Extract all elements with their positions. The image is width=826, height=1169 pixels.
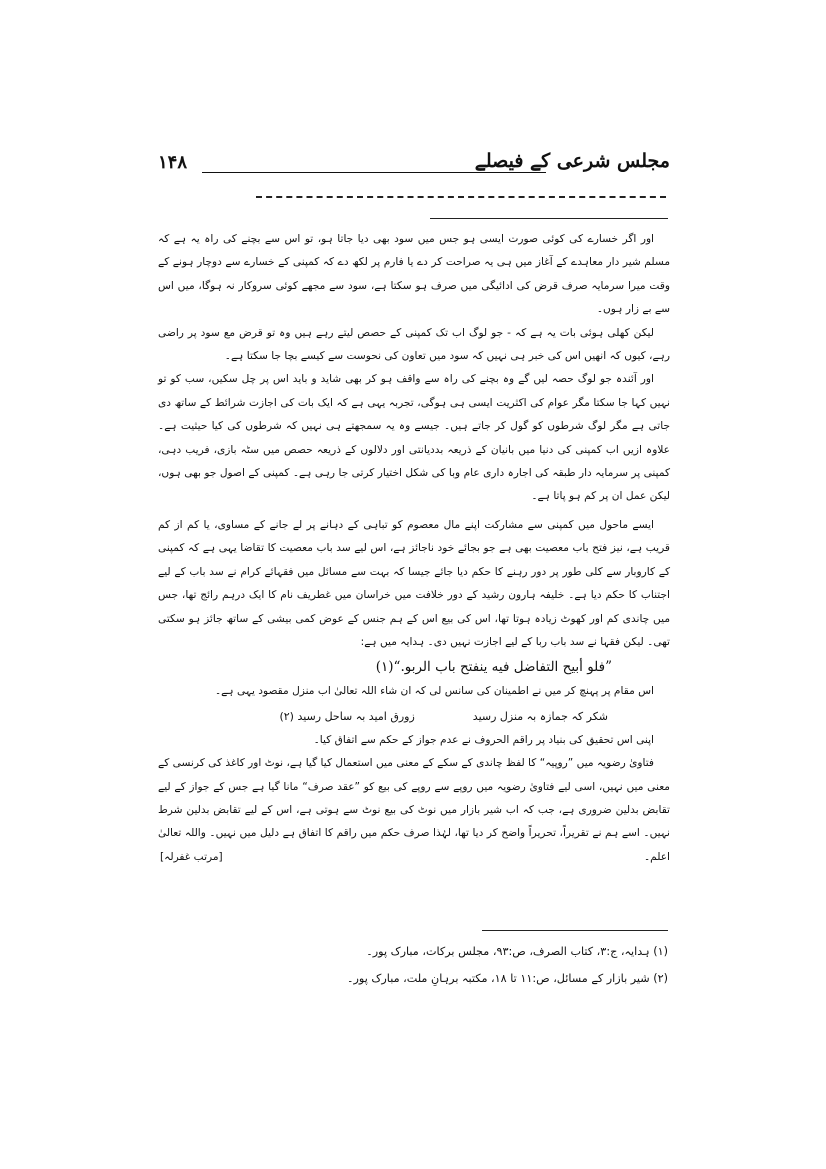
- persian-verse: [158, 704, 670, 729]
- paragraph-2: لیکن کھلی ہوئی بات یہ ہے کہ - جو لوگ اب تک کمپنی کے حصص لیتے رہے ہیں وہ تو قرض مع سود پر راضی رہے، کیوں کہ انھیں اس کی خبر ہی نہیں کہ سود میں تعاون کی نحوست سے کیسے بچا جا سکتا ہے۔: [158, 326, 670, 363]
- paragraph-6: اپنی اس تحقیق کی بنیاد پر راقم الحروف نے عدم جواز کے حکم سے اتفاق کیا۔: [313, 733, 654, 746]
- header-rule: [202, 172, 546, 173]
- footnote-1: (۱) ہدایہ، ج:۳، کتاب الصرف، ص:۹۳، مجلس برکات، مبارک پور۔: [366, 945, 668, 958]
- paragraph-3: اور آئندہ جو لوگ حصہ لیں گے وہ بچنے کی راہ سے واقف ہو کر بھی شاید و باید اس پر چل سکیں، سب کو تو نہیں کہا جا سکتا مگر عوام کی اکثریت ایسی ہی ہوگی، تجربہ یہی ہے کہ ایک بات کی اجازت شرائط کے ساتھ دی جاتی ہے مگر لوگ شرطوں کو گول کر جاتے ہیں۔ جیسے وہ یہ سمجھتے ہی نہیں کہ شرطوں کی کیا حیثیت ہے۔ علاوہ ازیں اب کمپنی کی دنیا میں بانیان کے ذریعہ بددیانتی اور دلالوں کے ذریعہ حصص میں سٹہ بازی، فریب دہی، کمپنی پر سرمایہ دار طبقہ کی اجارہ داری عام وبا کی شکل اختیار کرتی جا رہی ہے۔ کمپنی کے اصول جو بھی ہوں، لیکن عمل ان پر کم ہو پاتا ہے۔: [158, 373, 670, 503]
- dashed-divider: [256, 196, 666, 198]
- paragraph-1: اور اگر خسارے کی کوئی صورت ایسی ہو جس میں سود بھی دیا جاتا ہو، تو اس سے بچنے کی راہ یہ ہے کہ مسلم شیر دار معاہدے کے آغاز میں ہی یہ صراحت کر دے یا فارم پر لکھ دے کہ کمپنی کے خسارے سے دوچار ہونے کے وقت میرا سرمایہ صرف قرض کی ادائیگی میں صرف ہو سکتا ہے، سود سے مجھے کوئی سروکار نہ ہوگا، میں اس سے بے زار ہوں۔: [158, 233, 670, 316]
- editor-signature: [مرتب غفرلہ]: [160, 850, 223, 863]
- section-rule: [430, 218, 668, 219]
- footnote-2: (۲) شیر بازار کے مسائل، ص:۱۱ تا ۱۸، مکتبہ برہانِ ملت، مبارک پور۔: [346, 972, 668, 985]
- body-text: [158, 228, 670, 869]
- verse-second-hemistich: زورق امید بہ ساحل رسید (۲): [279, 709, 415, 723]
- paragraph-5: اس مقام پر پہنچ کر میں نے اطمینان کی سانس لی کہ ان شاء اللہ تعالیٰ اب منزل مقصود یہی ہے۔: [214, 685, 654, 698]
- footnotes: [158, 938, 668, 992]
- header-title: مجلس شرعی کے فیصلے: [474, 150, 670, 172]
- running-header: [158, 150, 670, 182]
- paragraph-7: [158, 752, 670, 869]
- page-number: ۱۴۸: [158, 152, 188, 173]
- verse-first-hemistich: شکر کہ جمازہ بہ منزل رسید: [472, 709, 608, 723]
- footnote-rule: [482, 930, 668, 931]
- arabic-quotation: ”فلو أبيح التفاضل فيه ينفتح باب الربو.“(۱): [375, 659, 612, 676]
- paragraph-7-text: فتاویٰ رضویہ میں ”روپیہ“ کا لفظ چاندی کے سکے کے معنی میں استعمال کیا گیا ہے، نوٹ اور کاغذ کی کرنسی کے معنی میں نہیں، اسی لیے فتاویٰ رضویہ میں روپے سے روپے کی بیع کو ”عقد صرف“ مانا گیا ہے جس کے جواز کے لیے تقابض بدلین ضروری ہے، جب کہ اب شیر بازار میں نوٹ کی بیع نوٹ سے ہوتی ہے، اس کے لیے تقابض بدلین شرط نہیں۔ اسے ہم نے تقریراً، تحریراً واضح کر دیا تھا، لہٰذا صرف حکم میں راقم کا اتفاق ہے دلیل میں نہیں۔ واللہ تعالیٰ اعلم۔: [158, 757, 670, 863]
- paragraph-4: ایسے ماحول میں کمپنی سے مشارکت اپنے مال معصوم کو تباہی کے دہانے پر لے جانے کے مساوی، یا کم از کم قریب ہے، نیز فتح باب معصیت بھی ہے جو بجائے خود ناجائز ہے، اس لیے سد باب معصیت کا تقاضا یہی ہے کہ کمپنی کے کاروبار سے کلی طور پر دور رہنے کا حکم دیا جائے جیسا کہ بہت سے مسائل میں فقہائے کرام نے سد باب کے لیے اجتناب کا حکم دیا ہے۔ خلیفہ ہارون رشید کے دور خلافت میں خراسان میں غطریف نام کا ایک درہم رائج تھا، جس میں چاندی کم اور کھوٹ زیادہ ہوتا تھا، اس کی بیع اس کے ہم جنس کے عوض کمی بیشی کے ساتھ جائز ہو سکتی تھی۔ لیکن فقہا نے سد باب ربا کے لیے اجازت نہیں دی۔ ہدایہ میں ہے:: [158, 518, 670, 648]
